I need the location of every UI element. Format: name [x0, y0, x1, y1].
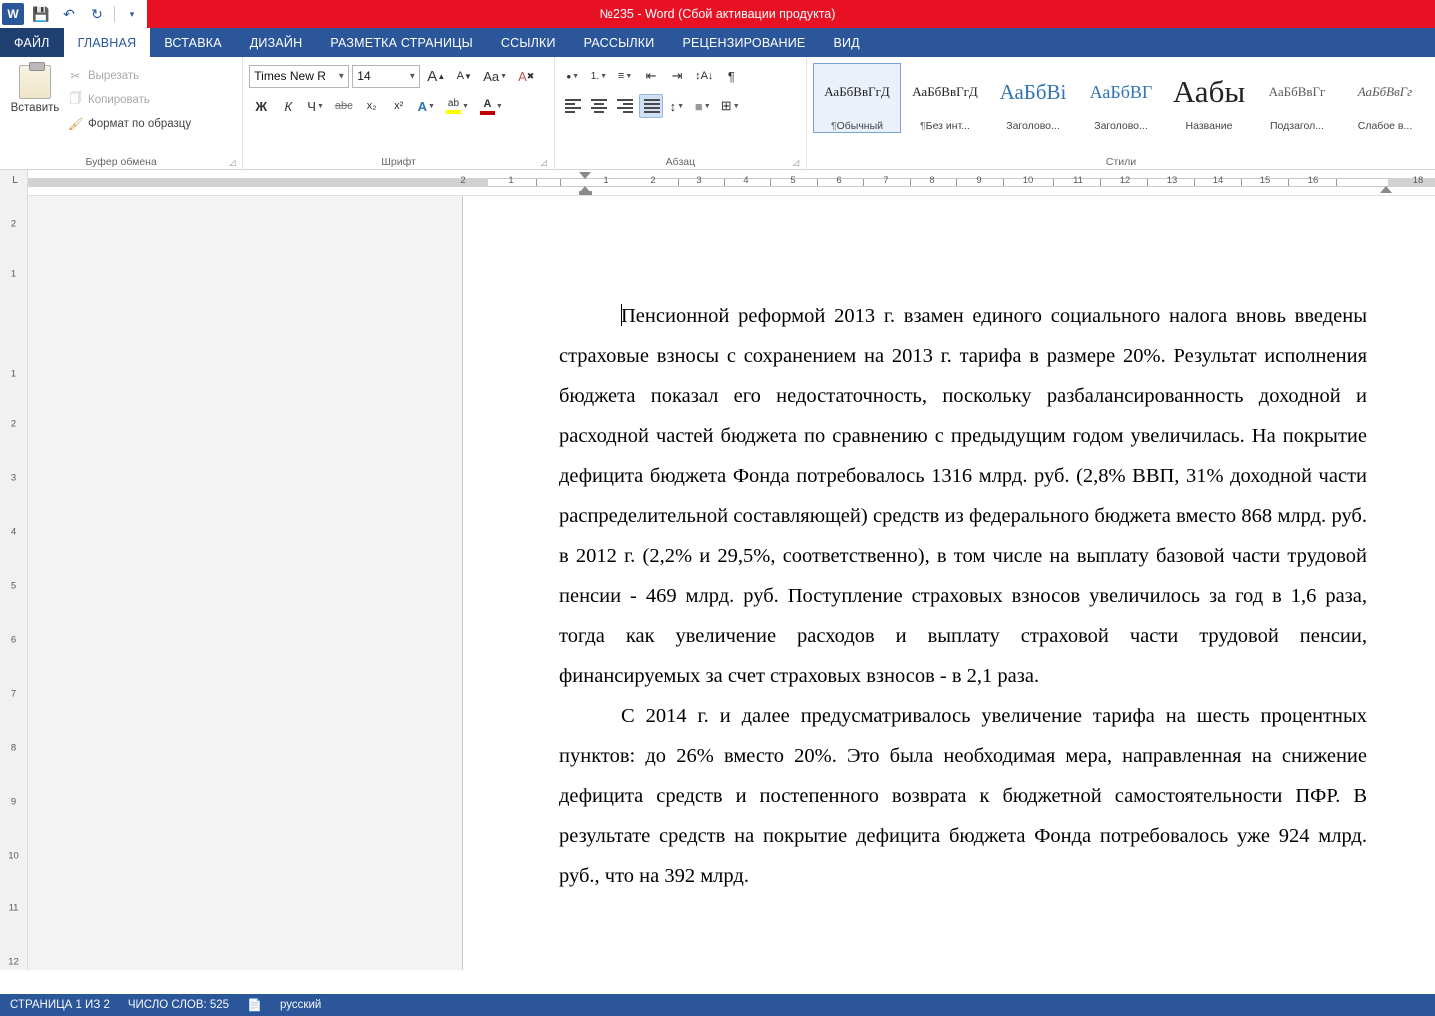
scissors-icon: ✂ — [70, 68, 81, 83]
vruler-number: 1 — [10, 268, 17, 280]
font-group-label: Шрифт — [381, 156, 416, 168]
styles-group-label: Стили — [1105, 156, 1137, 168]
ruler-number: 15 — [1259, 175, 1271, 186]
highlight-label: ab — [447, 98, 460, 109]
style-preview: АаБбВвГг — [1357, 84, 1413, 99]
clipboard-dialog-launcher[interactable]: ◿ — [229, 158, 236, 167]
bullets-icon: • — [566, 68, 572, 84]
horizontal-ruler[interactable] — [28, 170, 1435, 195]
right-indent-marker[interactable] — [1380, 186, 1392, 193]
format-painter-label: Формат по образцу — [88, 117, 192, 130]
font-name-value: Times New R — [254, 69, 326, 83]
redo-icon[interactable]: ↻ — [91, 5, 103, 22]
paintbrush-icon: 🖌 — [68, 116, 84, 131]
paste-label: Вставить — [10, 102, 60, 114]
horizontal-ruler-row — [0, 170, 1435, 196]
bullets-button[interactable]: • ▼ — [566, 68, 580, 84]
ruler-number: 3 — [696, 175, 702, 186]
format-painter-button[interactable] — [64, 113, 195, 134]
clipboard-group-label: Буфер обмена — [85, 156, 157, 168]
style-label-text: Без инт... — [925, 120, 970, 132]
ribbon-group-styles — [806, 57, 1435, 170]
shading-icon: ■ — [694, 98, 703, 114]
chevron-down-icon: ▼ — [337, 71, 346, 81]
status-language[interactable]: русский — [280, 999, 322, 1011]
shading-button[interactable]: ■ ▼ — [694, 98, 711, 114]
sort-button[interactable]: ↕A↓ — [695, 70, 714, 82]
style-label: ¶Без инт... — [920, 120, 970, 132]
document-text[interactable] — [559, 296, 1367, 896]
ribbon — [0, 57, 1435, 170]
style-item-heading-1[interactable] — [989, 63, 1077, 133]
ruler-number: 2 — [650, 175, 656, 186]
subscript-button[interactable]: x₂ — [366, 100, 377, 112]
paste-button[interactable] — [6, 61, 64, 170]
paragraph-1[interactable] — [559, 296, 1367, 696]
strikethrough-button[interactable]: abc — [334, 100, 353, 112]
ruler-number: 4 — [743, 175, 749, 186]
vruler-number: 2 — [10, 218, 17, 230]
style-preview: АаБбВГ — [1089, 81, 1153, 102]
spell-check-icon[interactable]: 📄 — [247, 998, 263, 1012]
line-spacing-button[interactable]: ↕ ▼ — [669, 98, 685, 114]
ruler-number: 10 — [1022, 175, 1034, 186]
paragraph-1-text: Пенсионной реформой 2013 г. взамен единого социального налога вновь введены страховые взносы с сохранением на 2013 г. тарифа в размере 20%. Результат исполнения бюджета показал его недостаточность, поскольку разбалансированность доходной и расходной частей бюджета по сравнению с предыдущим годом увеличилась. На покрытие дефицита бюджета Фонда потребовалось 1316 млрд. руб. (2,8% ВВП, 31% доходной части распределительной составляющей) средств из федерального бюджета вместо 868 млрд. руб. в 2012 г. (2,2% и 29,5%, соответственно), в том числе на выплату базовой части трудовой пенсии - 469 млрд. руб. Поступление страховых взносов увеличилось за год в 1,6 раза, тогда как увеличение расходов и выплату страховой части трудовой пенсии, финансируемых за счет страховых взносов - в 2,1 раза. — [559, 305, 1367, 687]
tab-page-layout[interactable]: РАЗМЕТКА СТРАНИЦЫ — [330, 35, 473, 50]
qat-divider — [114, 6, 115, 22]
copy-button[interactable] — [64, 89, 195, 110]
ruler-number: 12 — [1119, 175, 1131, 186]
shrink-font-label: A — [456, 70, 464, 82]
italic-button[interactable]: К — [284, 98, 293, 114]
ruler-number: 9 — [976, 175, 982, 186]
status-word-count[interactable]: ЧИСЛО СЛОВ: 525 — [127, 999, 230, 1011]
superscript-button[interactable]: x² — [394, 100, 404, 112]
tab-file[interactable]: ФАЙЛ — [0, 28, 64, 57]
ruler-number: 1 — [603, 175, 609, 186]
font-size-value: 14 — [357, 69, 371, 83]
cut-button[interactable] — [64, 65, 195, 86]
document-canvas[interactable] — [28, 196, 1435, 970]
ribbon-group-clipboard — [0, 57, 242, 170]
style-label-text: Обычный — [836, 120, 884, 132]
clear-formatting-label: A — [518, 68, 527, 84]
ruler-number: 16 — [1307, 175, 1319, 186]
ruler-number: 5 — [790, 175, 796, 186]
vruler-number: 9 — [10, 796, 17, 808]
ruler-number: 13 — [1166, 175, 1178, 186]
text-effects-label: A — [417, 98, 428, 114]
customize-qat-icon[interactable]: ▾ — [129, 8, 135, 19]
window-title: №235 - Word (Сбой активации продукта) — [599, 7, 836, 21]
vruler-number: 1 — [10, 368, 17, 380]
font-dialog-launcher[interactable]: ◿ — [540, 158, 547, 167]
bold-button[interactable]: Ж — [255, 98, 268, 114]
vruler-number: 7 — [10, 688, 17, 700]
style-label: Заголово... — [1094, 120, 1148, 132]
ruler-number: 2 — [460, 175, 466, 186]
style-label: Подзагол... — [1269, 120, 1325, 132]
document-page[interactable] — [464, 196, 1435, 970]
ruler-left-margin — [28, 178, 488, 187]
style-preview: АаБбВвГгД — [824, 84, 890, 99]
word-app-icon: W — [2, 3, 24, 25]
font-color-button[interactable]: A ▼ — [476, 94, 507, 118]
ribbon-tab-bar[interactable] — [0, 28, 1435, 57]
status-page-number[interactable]: СТРАНИЦА 1 ИЗ 2 — [10, 999, 110, 1011]
copy-icon: 🗍 — [69, 91, 82, 105]
ruler-number: 11 — [1073, 175, 1083, 186]
text-effects-button[interactable]: A ▼ — [417, 98, 435, 114]
ruler-number: 8 — [929, 175, 935, 186]
vruler-number: 3 — [10, 472, 17, 484]
vruler-number: 12 — [8, 956, 19, 968]
style-preview: АаБбВвГг — [1268, 84, 1326, 99]
style-label: Слабое в... — [1357, 120, 1413, 132]
tab-home[interactable]: ГЛАВНАЯ — [64, 28, 151, 57]
font-name-combo[interactable] — [249, 65, 349, 88]
style-item-normal[interactable] — [813, 63, 901, 133]
tab-selector-button[interactable]: └ — [0, 170, 28, 196]
paragraph-dialog-launcher[interactable]: ◿ — [793, 158, 800, 167]
underline-label: Ч — [307, 98, 316, 114]
ruler-number: 18 — [1412, 175, 1424, 186]
line-spacing-icon: ↕ — [669, 98, 677, 114]
highlight-color-swatch — [446, 110, 461, 114]
tab-design[interactable]: ДИЗАЙН — [249, 35, 303, 50]
style-preview: АаБбВвГгД — [912, 84, 978, 99]
paragraph-2[interactable]: С 2014 г. и далее предусматривалось увеличение тарифа на шесть процентных пунктов: до 26% вместо 20%. Это была необходимая мера, направленная на снижение дефицита средств и постепенного возврата к бюджетной самостоятельности ПФР. В результате средств на покрытие дефицита бюджета Фонда потребовалось уже 924 млрд. руб., что на 392 млрд. — [559, 705, 1367, 887]
borders-button[interactable]: ⊞ ▼ — [720, 98, 740, 113]
page-background-left — [28, 196, 463, 970]
tab-view[interactable]: ВИД — [833, 35, 860, 50]
ruler-right-margin — [1388, 178, 1435, 187]
ruler-number: 14 — [1212, 175, 1224, 186]
style-label: Заголово... — [1006, 120, 1060, 132]
borders-icon: ⊞ — [720, 98, 732, 113]
change-case-label: Aa — [483, 68, 500, 84]
vertical-ruler[interactable] — [0, 196, 28, 970]
first-line-indent-marker[interactable] — [579, 172, 591, 179]
align-center-button[interactable] — [587, 94, 611, 118]
ruler-text-area — [488, 178, 1388, 187]
status-bar — [0, 994, 1435, 1016]
vruler-number: 8 — [10, 742, 17, 754]
title-bar — [0, 0, 1435, 28]
numbering-icon: 1. — [590, 70, 600, 82]
ribbon-group-font — [242, 57, 554, 170]
left-indent-marker[interactable] — [579, 191, 592, 195]
tab-mailings[interactable]: РАССЫЛКИ — [583, 35, 655, 50]
tab-references[interactable]: ССЫЛКИ — [500, 35, 556, 50]
style-label: Название — [1185, 120, 1233, 132]
vruler-number: 5 — [10, 580, 17, 592]
show-formatting-marks-button[interactable]: ¶ — [727, 68, 735, 84]
style-item-heading-2[interactable] — [1077, 63, 1165, 133]
ribbon-group-paragraph — [554, 57, 806, 170]
change-case-button[interactable]: Aa ▼ — [483, 68, 508, 84]
align-left-button[interactable] — [561, 94, 585, 118]
clear-formatting-button[interactable]: A ✖ — [518, 68, 535, 84]
style-preview: Аабы — [1172, 74, 1246, 109]
multilevel-list-button[interactable]: ≡ ▼ — [617, 70, 633, 82]
vruler-number: 6 — [10, 634, 17, 646]
text-highlight-button[interactable]: ab ▼ — [442, 94, 473, 118]
style-item-subtitle[interactable] — [1253, 63, 1341, 133]
underline-button[interactable]: Ч ▼ — [307, 98, 324, 114]
style-preview: АаБбВі — [999, 79, 1067, 104]
tab-review[interactable]: РЕЦЕНЗИРОВАНИЕ — [682, 35, 806, 50]
shrink-font-button[interactable]: A ▼ — [456, 70, 472, 82]
undo-icon[interactable]: ↶ — [63, 5, 75, 22]
font-size-combo[interactable] — [352, 65, 420, 88]
style-item-subtle-emphasis[interactable] — [1341, 63, 1429, 133]
font-color-swatch — [480, 111, 495, 115]
vruler-number: 11 — [8, 902, 19, 914]
tab-insert[interactable]: ВСТАВКА — [164, 35, 222, 50]
numbering-button[interactable]: 1. ▼ — [590, 70, 608, 82]
multilevel-icon: ≡ — [617, 70, 625, 82]
quick-access-toolbar[interactable] — [0, 0, 147, 28]
paragraph-group-label: Абзац — [665, 156, 696, 168]
font-color-label: A — [483, 97, 492, 110]
copy-label: Копировать — [88, 93, 150, 106]
grow-font-button[interactable]: A ▲ — [427, 67, 446, 85]
ruler-number: 1 — [508, 175, 514, 186]
ruler-number: 6 — [836, 175, 842, 186]
style-item-no-spacing[interactable] — [901, 63, 989, 133]
paste-icon — [19, 65, 51, 99]
ruler-number: 7 — [883, 175, 889, 186]
decrease-indent-button[interactable]: ⇤ — [645, 68, 657, 83]
document-area — [0, 196, 1435, 970]
chevron-down-icon: ▼ — [408, 71, 417, 81]
style-item-title[interactable] — [1165, 63, 1253, 133]
vruler-number: 10 — [8, 850, 19, 862]
grow-font-label: A — [427, 67, 438, 85]
cut-label: Вырезать — [88, 69, 140, 82]
save-icon[interactable]: 💾 — [32, 5, 50, 22]
vruler-number: 4 — [10, 526, 17, 538]
vruler-number: 2 — [10, 418, 17, 430]
style-label: ¶Обычный — [830, 120, 884, 132]
increase-indent-button[interactable]: ⇥ — [671, 68, 683, 83]
align-right-button[interactable] — [613, 94, 637, 118]
align-justify-button[interactable] — [639, 94, 663, 118]
